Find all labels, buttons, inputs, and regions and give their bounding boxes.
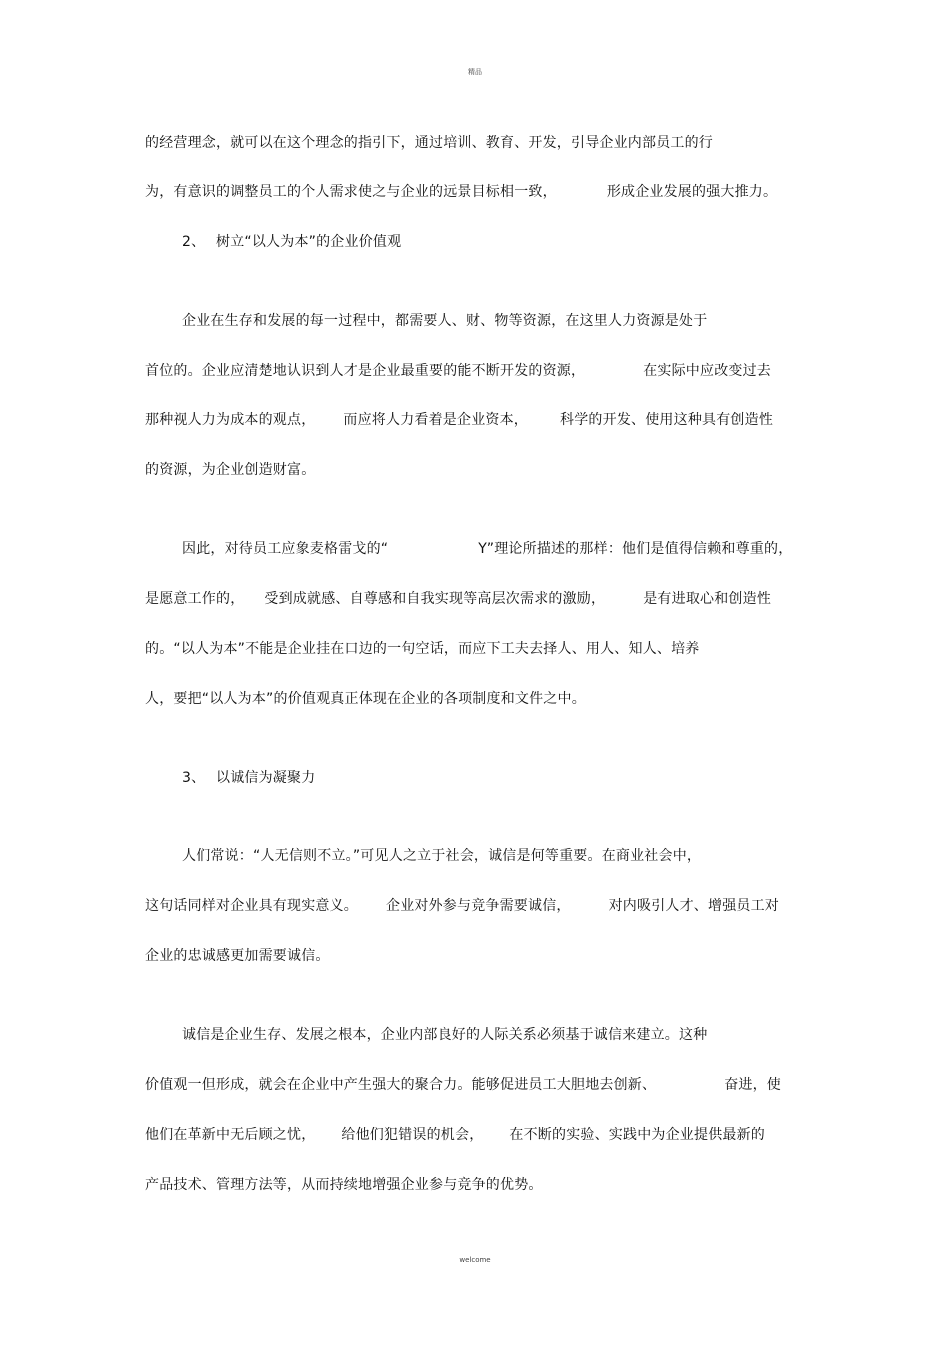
paragraph-3-line-1-part-b: Y”理论所描述的那样：他们是值得信赖和尊重的， [478,541,793,557]
paragraph-2-line-4: 的资源，为企业创造财富。 [145,462,316,478]
paragraph-5-line-3 [145,1126,765,1144]
paragraph-5-line-3-part-c: 在不断的实验、实践中为企业提供最新的 [509,1127,766,1143]
header-watermark: 精品 [468,68,482,76]
footer-watermark: welcome [459,1256,491,1264]
paragraph-5-line-2 [145,1076,781,1094]
paragraph-2-line-3 [145,411,773,429]
section-heading-2 [182,233,401,251]
paragraph-4-line-2-part-c: 对内吸引人才、增强员工对 [608,898,780,914]
paragraph-1-line-2-part-a: 为，有意识的调整员工的个人需求使之与企业的远景目标相一致， [145,184,557,200]
paragraph-5-line-2-part-b: 奋进，使 [724,1077,782,1093]
paragraph-2-line-2-part-a: 首位的。企业应清楚地认识到人才是企业最重要的能不断开发的资源， [145,363,586,379]
paragraph-4-line-3: 企业的忠诚感更加需要诚信。 [145,948,330,964]
paragraph-2-line-3-part-c: 科学的开发、使用这种具有创造性 [560,412,774,428]
paragraph-5-line-1: 诚信是企业生存、发展之根本，企业内部良好的人际关系必须基于诚信来建立。这种 [182,1027,708,1043]
paragraph-5-line-4: 产品技术、管理方法等，从而持续地增强企业参与竞争的优势。 [145,1177,543,1193]
paragraph-3-line-2 [145,590,771,608]
paragraph-3-line-1 [182,540,792,558]
paragraph-2-line-2-part-b: 在实际中应改变过去 [643,363,772,379]
section-heading-2-text: 树立“以人为本”的企业价值观 [216,234,402,250]
paragraph-5-line-3-part-b: 给他们犯错误的机会， [341,1127,484,1143]
paragraph-4-line-2 [145,897,779,915]
paragraph-2-line-3-part-a: 那种视人力为成本的观点， [145,412,316,428]
paragraph-5-line-2-part-a: 价值观一但形成，就会在企业中产生强大的聚合力。能够促进员工大胆地去创新、 [145,1077,657,1093]
paragraph-4-line-2-part-b: 企业对外参与竞争需要诚信， [386,898,571,914]
paragraph-2-line-3-part-b: 而应将人力看着是企业资本， [343,412,529,428]
paragraph-1-line-1: 的经营理念，就可以在这个理念的指引下，通过培训、教育、开发，引导企业内部员工的行 [145,135,713,151]
paragraph-5-line-3-part-a: 他们在革新中无后顾之忧， [145,1127,316,1143]
paragraph-3-line-2-part-c: 是有进取心和创造性 [643,591,772,607]
paragraph-2-line-1: 企业在生存和发展的每一过程中，都需要人、财、物等资源，在这里人力资源是处于 [182,313,708,329]
paragraph-4-line-1: 人们常说：“人无信则不立。”可见人之立于社会，诚信是何等重要。在商业社会中， [182,848,702,864]
paragraph-3-line-3: 的。“以人为本”不能是企业挂在口边的一句空话，而应下工夫去择人、用人、知人、培养 [145,641,700,657]
paragraph-1-line-2 [145,183,777,201]
paragraph-3-line-2-part-a: 是愿意工作的， [145,591,245,607]
paragraph-4-line-2-part-a: 这句话同样对企业具有现实意义。 [145,898,358,914]
section-heading-3-number: 3、 [182,770,206,786]
paragraph-2-line-2 [145,362,771,380]
section-heading-2-number: 2、 [182,234,206,250]
paragraph-3-line-1-part-a: 因此，对待员工应象麦格雷戈的“ [182,541,389,557]
section-heading-3 [182,769,315,787]
paragraph-1-line-2-part-b: 形成企业发展的强大推力。 [606,184,778,200]
section-heading-3-text: 以诚信为凝聚力 [216,770,316,786]
paragraph-3-line-4: 人，要把“以人为本”的价值观真正体现在企业的各项制度和文件之中。 [145,691,586,707]
paragraph-3-line-2-part-b: 受到成就感、自尊感和自我实现等高层次需求的激励， [264,591,606,607]
